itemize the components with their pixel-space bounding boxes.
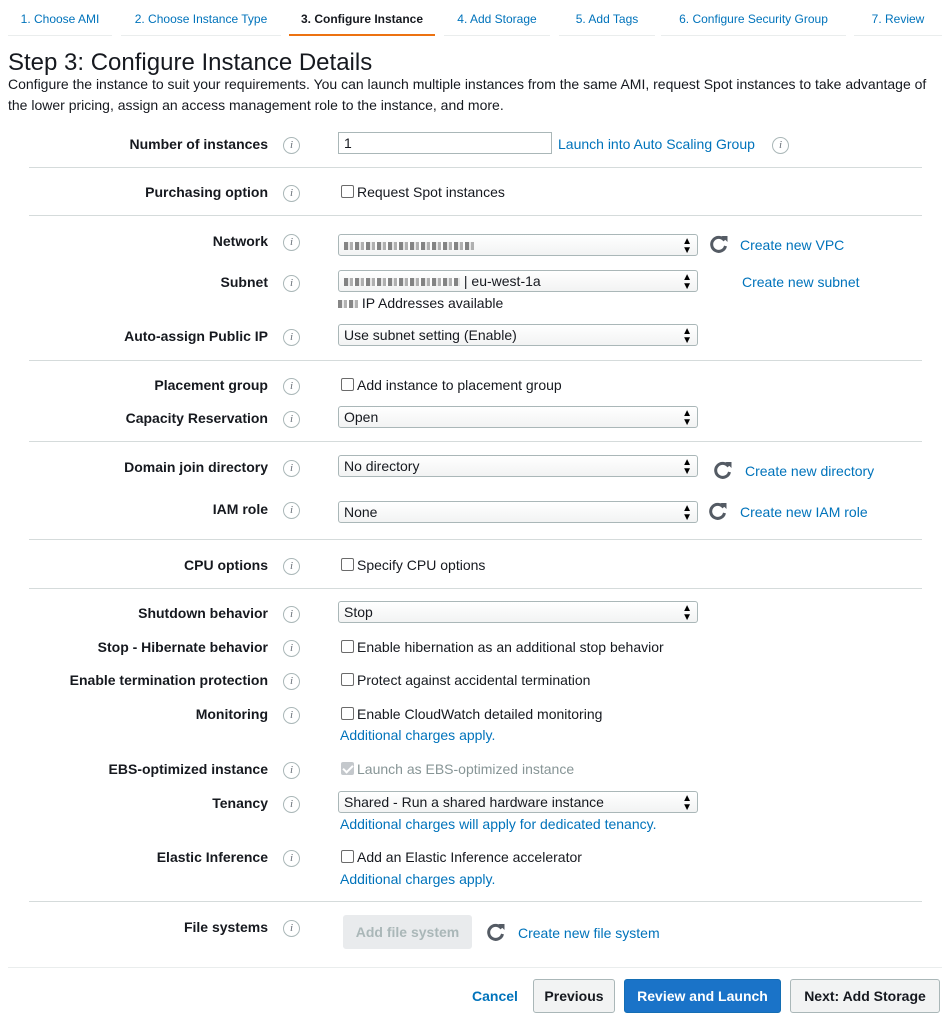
create-iam-role-link[interactable]: Create new IAM role bbox=[740, 504, 868, 520]
monitoring-checkbox-row[interactable] bbox=[341, 706, 602, 722]
network-label: Network bbox=[212, 233, 268, 249]
tab-configure-instance[interactable]: 3. Configure Instance bbox=[289, 0, 435, 36]
refresh-icon[interactable] bbox=[486, 922, 506, 942]
public-ip-label: Auto-assign Public IP bbox=[124, 328, 268, 344]
checkbox bbox=[341, 762, 354, 775]
divider bbox=[29, 441, 922, 442]
num-instances-label: Number of instances bbox=[129, 136, 268, 152]
placement-label: Placement group bbox=[154, 377, 268, 393]
ebs-label: EBS-optimized instance bbox=[108, 761, 268, 777]
termination-checkbox-label: Protect against accidental termination bbox=[357, 672, 591, 688]
ebs-checkbox-row bbox=[341, 761, 574, 777]
hibernate-checkbox-label: Enable hibernation as an additional stop behavior bbox=[357, 639, 664, 655]
info-icon[interactable]: i bbox=[283, 707, 300, 724]
termination-label: Enable termination protection bbox=[69, 672, 268, 688]
info-icon[interactable]: i bbox=[283, 275, 300, 292]
checkbox[interactable] bbox=[341, 185, 354, 198]
info-icon[interactable]: i bbox=[283, 329, 300, 346]
page-description: Configure the instance to suit your requirements. You can launch multiple instances from the same AMI, request Spot instances to take advantage of the lower pricing, assign an access management role to the instance, and more. bbox=[8, 76, 927, 113]
spot-checkbox-label: Request Spot instances bbox=[357, 184, 505, 200]
placement-checkbox-row[interactable] bbox=[341, 377, 562, 393]
checkbox[interactable] bbox=[341, 673, 354, 686]
divider bbox=[29, 901, 922, 902]
capacity-select[interactable] bbox=[338, 406, 698, 428]
filesystems-label: File systems bbox=[183, 919, 268, 935]
tenancy-value: Shared - Run a shared hardware instance bbox=[344, 794, 604, 810]
checkbox[interactable] bbox=[341, 850, 354, 863]
divider bbox=[29, 360, 922, 361]
hibernate-checkbox-row[interactable] bbox=[341, 639, 664, 655]
select-arrow-icon: ▲ ▼ bbox=[682, 603, 692, 623]
info-icon[interactable]: i bbox=[283, 673, 300, 690]
select-arrow-icon: ▲ ▼ bbox=[682, 236, 692, 256]
public-ip-value: Use subnet setting (Enable) bbox=[344, 327, 517, 343]
cancel-button[interactable]: Cancel bbox=[472, 988, 518, 1004]
tab-choose-instance-type[interactable]: 2. Choose Instance Type bbox=[121, 0, 281, 36]
info-icon[interactable]: i bbox=[283, 378, 300, 395]
network-select[interactable] bbox=[338, 234, 698, 256]
divider bbox=[29, 215, 922, 216]
termination-checkbox-row[interactable] bbox=[341, 672, 590, 688]
capacity-label: Capacity Reservation bbox=[125, 410, 268, 426]
previous-button[interactable]: Previous bbox=[533, 979, 615, 1013]
iam-label: IAM role bbox=[212, 501, 268, 517]
domain-value: No directory bbox=[344, 458, 420, 474]
placement-checkbox-label: Add instance to placement group bbox=[357, 377, 562, 393]
tab-configure-security-group[interactable]: 6. Configure Security Group bbox=[661, 0, 846, 36]
redacted-value bbox=[344, 242, 474, 250]
review-and-launch-button[interactable]: Review and Launch bbox=[624, 979, 781, 1013]
domain-select[interactable] bbox=[338, 455, 698, 477]
create-vpc-link[interactable]: Create new VPC bbox=[740, 237, 845, 253]
tenancy-charges-link[interactable]: Additional charges will apply for dedicated tenancy. bbox=[340, 816, 657, 832]
select-arrow-icon: ▲ ▼ bbox=[682, 503, 692, 523]
monitoring-charges-link[interactable]: Additional charges apply. bbox=[340, 727, 496, 743]
select-arrow-icon: ▲ ▼ bbox=[682, 326, 692, 346]
select-arrow-icon: ▲ ▼ bbox=[682, 793, 692, 813]
public-ip-select[interactable] bbox=[338, 324, 698, 346]
select-arrow-icon: ▲ ▼ bbox=[682, 457, 692, 477]
info-icon[interactable]: i bbox=[283, 850, 300, 867]
info-icon[interactable]: i bbox=[283, 558, 300, 575]
select-arrow-icon: ▲ ▼ bbox=[682, 272, 692, 292]
hibernate-label: Stop - Hibernate behavior bbox=[97, 639, 268, 655]
info-icon[interactable]: i bbox=[283, 460, 300, 477]
info-icon[interactable]: i bbox=[283, 796, 300, 813]
checkbox[interactable] bbox=[341, 558, 354, 571]
redacted-value bbox=[344, 278, 460, 286]
iam-select[interactable] bbox=[338, 501, 698, 523]
refresh-icon[interactable] bbox=[713, 460, 733, 480]
info-icon[interactable]: i bbox=[283, 606, 300, 623]
inference-checkbox-row[interactable] bbox=[341, 849, 582, 865]
refresh-icon[interactable] bbox=[709, 234, 729, 254]
info-icon[interactable]: i bbox=[772, 137, 789, 154]
redacted-value bbox=[338, 300, 358, 308]
checkbox[interactable] bbox=[341, 640, 354, 653]
num-instances-input[interactable] bbox=[338, 132, 552, 154]
cpu-checkbox-row[interactable] bbox=[341, 557, 485, 573]
spot-checkbox-row[interactable] bbox=[341, 184, 505, 200]
ip-available-label: IP Addresses available bbox=[361, 295, 504, 311]
info-icon[interactable]: i bbox=[283, 137, 300, 154]
checkbox[interactable] bbox=[341, 707, 354, 720]
tab-add-storage[interactable]: 4. Add Storage bbox=[444, 0, 550, 36]
select-arrow-icon: ▲ ▼ bbox=[682, 408, 692, 428]
info-icon[interactable]: i bbox=[283, 234, 300, 251]
subnet-select[interactable] bbox=[338, 270, 698, 292]
purchasing-label: Purchasing option bbox=[145, 184, 268, 200]
subnet-label: Subnet bbox=[220, 274, 268, 290]
domain-label: Domain join directory bbox=[124, 459, 268, 475]
info-icon[interactable]: i bbox=[283, 762, 300, 779]
auto-scaling-link[interactable]: Launch into Auto Scaling Group bbox=[558, 136, 755, 152]
divider bbox=[29, 539, 922, 540]
divider bbox=[29, 588, 922, 589]
add-file-system-button: Add file system bbox=[343, 915, 472, 949]
tenancy-select[interactable] bbox=[338, 791, 698, 813]
cpu-label: CPU options bbox=[184, 557, 268, 573]
create-directory-link[interactable]: Create new directory bbox=[745, 463, 875, 479]
monitoring-label: Monitoring bbox=[195, 706, 268, 722]
tenancy-label: Tenancy bbox=[212, 795, 268, 811]
create-file-system-link[interactable]: Create new file system bbox=[518, 925, 660, 941]
refresh-icon[interactable] bbox=[708, 501, 728, 521]
divider bbox=[29, 167, 922, 168]
inference-checkbox-label: Add an Elastic Inference accelerator bbox=[357, 849, 582, 865]
subnet-az: | eu-west-1a bbox=[463, 273, 541, 289]
tab-choose-ami[interactable]: 1. Choose AMI bbox=[8, 0, 112, 36]
shutdown-label: Shutdown behavior bbox=[138, 605, 268, 621]
inference-charges-link[interactable]: Additional charges apply. bbox=[340, 871, 496, 887]
monitoring-checkbox-label: Enable CloudWatch detailed monitoring bbox=[357, 706, 603, 722]
info-icon[interactable]: i bbox=[283, 920, 300, 937]
info-icon[interactable]: i bbox=[283, 640, 300, 657]
iam-value: None bbox=[344, 504, 378, 520]
footer-divider bbox=[8, 967, 942, 968]
cpu-checkbox-label: Specify CPU options bbox=[357, 557, 486, 573]
wizard-tabs bbox=[8, 0, 942, 38]
ebs-checkbox-label: Launch as EBS-optimized instance bbox=[357, 761, 575, 777]
shutdown-value: Stop bbox=[344, 604, 373, 620]
shutdown-select[interactable] bbox=[338, 601, 698, 623]
next-add-storage-button[interactable]: Next: Add Storage bbox=[790, 979, 940, 1013]
inference-label: Elastic Inference bbox=[156, 849, 268, 865]
capacity-value: Open bbox=[344, 409, 379, 425]
tab-add-tags[interactable]: 5. Add Tags bbox=[559, 0, 655, 36]
checkbox[interactable] bbox=[341, 378, 354, 391]
tab-review[interactable]: 7. Review bbox=[854, 0, 942, 36]
info-icon[interactable]: i bbox=[283, 411, 300, 428]
info-icon[interactable]: i bbox=[283, 185, 300, 202]
page-title: Step 3: Configure Instance Details bbox=[8, 49, 373, 76]
ip-available-text bbox=[338, 295, 503, 311]
create-subnet-link[interactable]: Create new subnet bbox=[742, 274, 860, 290]
info-icon[interactable]: i bbox=[283, 502, 300, 519]
